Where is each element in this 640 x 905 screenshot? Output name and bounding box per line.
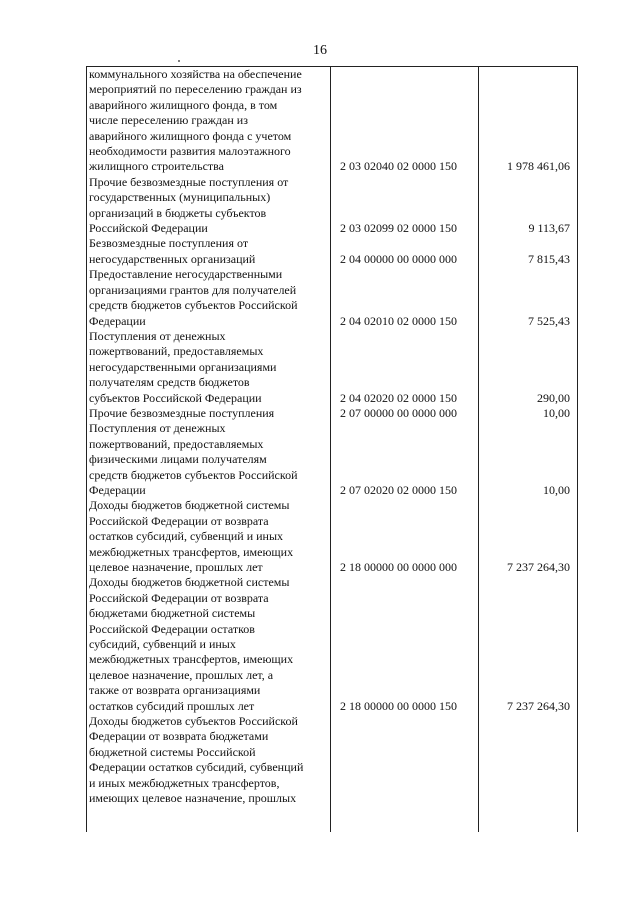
description-line: бюджетами бюджетной системы bbox=[89, 606, 256, 621]
description-line: целевое назначение, прошлых лет, а bbox=[89, 667, 274, 682]
description-line: мероприятий по переселению граждан из bbox=[89, 82, 302, 97]
row-code: 2 03 02040 02 0000 150 bbox=[340, 159, 457, 174]
description-line: числе переселению граждан из bbox=[89, 113, 248, 128]
description-line: средств бюджетов субъектов Российской bbox=[89, 298, 298, 313]
row-code: 2 18 00000 00 0000 150 bbox=[340, 698, 457, 713]
row-amount: 7 237 264,30 bbox=[507, 560, 570, 574]
row-amount: 7 525,43 bbox=[528, 313, 570, 328]
description-line: и иных межбюджетных трансфертов, bbox=[89, 775, 280, 790]
row-description bbox=[87, 421, 330, 498]
row-code: 2 03 02099 02 0000 150 bbox=[340, 221, 457, 236]
row-description bbox=[87, 406, 330, 421]
row-description bbox=[87, 267, 330, 329]
description-line: коммунального хозяйства на обеспечение bbox=[89, 67, 302, 81]
table-row bbox=[87, 267, 577, 329]
page-number: 16 bbox=[313, 43, 327, 58]
row-amount: 1 978 461,06 bbox=[507, 159, 570, 174]
description-line: физическими лицами получателям bbox=[89, 452, 267, 467]
description-line: Российской Федерации остатков bbox=[89, 621, 255, 636]
table-body bbox=[87, 67, 577, 807]
table-row bbox=[87, 714, 577, 806]
description-line: аварийного жилищного фонда с учетом bbox=[89, 128, 292, 143]
row-description bbox=[87, 329, 330, 406]
row-code: 2 07 00000 00 0000 000 bbox=[340, 405, 457, 420]
row-amount: 10,00 bbox=[543, 405, 570, 420]
description-line: Доходы бюджетов бюджетной системы bbox=[89, 498, 290, 513]
row-description bbox=[87, 236, 330, 267]
description-line: Поступления от денежных bbox=[89, 421, 226, 436]
table-row bbox=[87, 329, 577, 406]
description-line: Поступления от денежных bbox=[89, 328, 226, 343]
row-amount: 7 815,43 bbox=[528, 251, 570, 266]
description-line: остатков субсидий прошлых лет bbox=[89, 698, 255, 713]
description-line: Доходы бюджетов субъектов Российской bbox=[89, 714, 298, 729]
description-line: негосударственными организациями bbox=[89, 359, 277, 374]
description-line: пожертвований, предоставляемых bbox=[89, 344, 264, 359]
scan-speck bbox=[178, 60, 180, 62]
description-line: Федерации bbox=[89, 482, 146, 497]
description-line: необходимости развития малоэтажного bbox=[89, 144, 291, 159]
description-line: бюджетной системы Российской bbox=[89, 744, 256, 759]
row-code: 2 07 02020 02 0000 150 bbox=[340, 482, 457, 497]
row-amount: 7 237 264,30 bbox=[507, 698, 570, 713]
description-line: средств бюджетов субъектов Российской bbox=[89, 467, 298, 482]
description-line: межбюджетных трансфертов, имеющих bbox=[89, 652, 294, 667]
description-line: целевое назначение, прошлых лет bbox=[89, 560, 263, 574]
description-line: пожертвований, предоставляемых bbox=[89, 436, 264, 451]
row-description bbox=[87, 175, 330, 237]
description-line: Федерации от возврата бюджетами bbox=[89, 729, 269, 744]
description-line: организациями грантов для получателей bbox=[89, 282, 297, 297]
row-code: 2 04 02020 02 0000 150 bbox=[340, 390, 457, 405]
description-line: имеющих целевое назначение, прошлых bbox=[89, 791, 297, 806]
row-description bbox=[87, 575, 330, 714]
description-line: Прочие безвозмездные поступления от bbox=[89, 174, 289, 189]
row-amount: 9 113,67 bbox=[528, 221, 570, 236]
description-line: получателям средств бюджетов bbox=[89, 375, 250, 390]
description-line: государственных (муниципальных) bbox=[89, 190, 271, 205]
description-line: Федерации остатков субсидий, субвенций bbox=[89, 760, 304, 775]
description-line: Федерации bbox=[89, 313, 146, 328]
description-line: Российской Федерации от возврата bbox=[89, 513, 269, 528]
description-line: Российской Федерации bbox=[89, 221, 208, 236]
table-row bbox=[87, 67, 577, 175]
row-amount: 290,00 bbox=[537, 390, 570, 405]
description-line: Российской Федерации от возврата bbox=[89, 590, 269, 605]
table-row bbox=[87, 575, 577, 714]
description-line: остатков субсидий, субвенций и иных bbox=[89, 529, 284, 544]
budget-table bbox=[86, 66, 578, 832]
row-code: 2 18 00000 00 0000 000 bbox=[340, 560, 457, 574]
description-line: межбюджетных трансфертов, имеющих bbox=[89, 544, 294, 559]
description-line: субъектов Российской Федерации bbox=[89, 390, 262, 405]
description-line: Прочие безвозмездные поступления bbox=[89, 405, 275, 420]
description-line: аварийного жилищного фонда, в том bbox=[89, 97, 278, 112]
table-row bbox=[87, 236, 577, 267]
row-code: 2 04 02010 02 0000 150 bbox=[340, 313, 457, 328]
table-row bbox=[87, 175, 577, 237]
row-description bbox=[87, 498, 330, 575]
description-line: Доходы бюджетов бюджетной системы bbox=[89, 575, 290, 590]
row-amount: 10,00 bbox=[543, 482, 570, 497]
row-description bbox=[87, 714, 330, 806]
description-line: Предоставление негосударственными bbox=[89, 267, 283, 282]
description-line: организаций в бюджеты субъектов bbox=[89, 205, 267, 220]
description-line: негосударственных организаций bbox=[89, 251, 256, 266]
description-line: жилищного строительства bbox=[89, 159, 224, 174]
row-description bbox=[87, 67, 330, 175]
row-code: 2 04 00000 00 0000 000 bbox=[340, 251, 457, 266]
table-row bbox=[87, 406, 577, 421]
description-line: субсидий, субвенций и иных bbox=[89, 637, 236, 652]
table-row bbox=[87, 498, 577, 575]
description-line: Безвозмездные поступления от bbox=[89, 236, 249, 251]
description-line: также от возврата организациями bbox=[89, 683, 261, 698]
table-row bbox=[87, 421, 577, 498]
